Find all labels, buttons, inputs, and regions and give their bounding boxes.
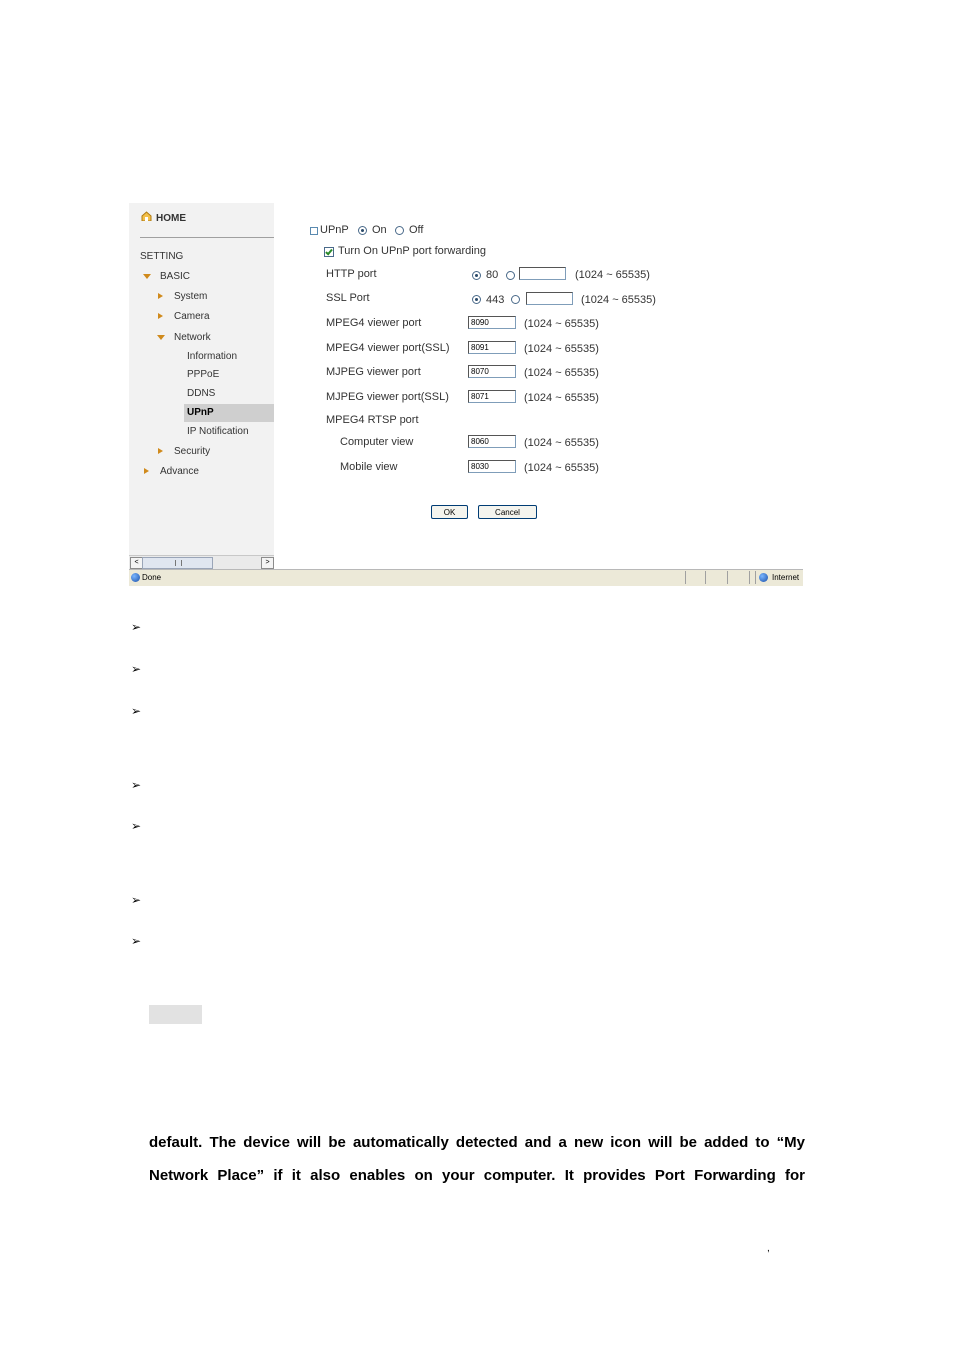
mjpeg-viewer-range-hint: (1024 ~ 65535) — [524, 367, 599, 379]
sidebar-item-network[interactable]: Network — [174, 332, 211, 343]
upnp-label: UPnP — [320, 224, 349, 236]
home-icon — [141, 211, 152, 221]
mobile-view-range-hint: (1024 ~ 65535) — [524, 462, 599, 474]
ssl-port-label: SSL Port — [326, 292, 370, 304]
collapsed-arrow-icon — [158, 448, 163, 454]
sidebar-item-system[interactable]: System — [174, 291, 208, 302]
mjpeg-viewer-port-input[interactable] — [468, 365, 516, 378]
sidebar-home-link[interactable]: HOME — [156, 213, 186, 224]
sidebar-item-ip-notification[interactable]: IP Notification — [187, 426, 249, 437]
collapsed-arrow-icon — [144, 468, 149, 474]
http-port-label: HTTP port — [326, 268, 377, 280]
paragraph-line: Network Place” if it also enables on your computer. It provides Port Forwarding for — [149, 1167, 805, 1184]
http-port-input[interactable] — [519, 267, 566, 280]
sidebar-item-pppoe[interactable]: PPPoE — [187, 369, 220, 380]
bullet-icon: ➢ — [131, 778, 142, 792]
http-custom-radio[interactable] — [506, 271, 515, 280]
port-forwarding-label: Turn On UPnP port forwarding — [338, 245, 486, 257]
mjpeg-ssl-port-input[interactable] — [468, 390, 516, 403]
sidebar-item-basic[interactable]: BASIC — [160, 271, 191, 282]
mobile-view-label: Mobile view — [340, 461, 398, 473]
ok-button[interactable]: OK — [431, 505, 468, 519]
rtsp-port-heading: MPEG4 RTSP port — [326, 414, 419, 426]
paragraph-line: default. The device will be automatically detected and a new icon will be added to “My — [149, 1134, 805, 1151]
sidebar-item-camera[interactable]: Camera — [174, 311, 210, 322]
upnp-settings-screenshot — [129, 203, 803, 585]
security-zone-text: Internet — [772, 573, 800, 582]
bullet-icon: ➢ — [131, 819, 142, 833]
ssl-default-value: 443 — [486, 294, 505, 306]
computer-view-label: Computer view — [340, 436, 414, 448]
http-range-hint: (1024 ~ 65535) — [575, 269, 650, 281]
mjpeg-viewer-port-label: MJPEG viewer port — [326, 366, 421, 378]
scroll-right-button[interactable]: > — [261, 557, 274, 569]
mobile-view-input[interactable] — [468, 460, 516, 473]
sidebar-item-advance[interactable]: Advance — [160, 466, 199, 477]
status-divider — [749, 571, 750, 584]
internet-globe-icon — [759, 573, 768, 582]
bullet-icon: ➢ — [131, 893, 142, 907]
scroll-left-button[interactable]: < — [130, 557, 143, 569]
sidebar-item-security[interactable]: Security — [174, 446, 211, 457]
footnote-mark: , — [767, 1243, 770, 1254]
mjpeg-ssl-port-label: MJPEG viewer port(SSL) — [326, 391, 449, 403]
expanded-arrow-icon — [157, 335, 165, 340]
sidebar-item-upnp[interactable]: UPnP — [187, 407, 214, 418]
upnp-on-label: On — [372, 224, 387, 236]
sidebar-divider — [140, 237, 274, 238]
cancel-button[interactable]: Cancel — [478, 505, 537, 519]
collapsed-arrow-icon — [158, 293, 163, 299]
sidebar-item-ddns[interactable]: DDNS — [187, 388, 216, 399]
expanded-arrow-icon — [143, 274, 151, 279]
bullet-icon: ➢ — [131, 662, 142, 676]
status-divider — [755, 571, 756, 584]
computer-view-input[interactable] — [468, 435, 516, 448]
http-default-radio[interactable] — [472, 271, 481, 280]
mpeg4-viewer-port-label: MPEG4 viewer port — [326, 317, 422, 329]
browser-status-bar — [129, 569, 803, 586]
mpeg4-ssl-port-label: MPEG4 viewer port(SSL) — [326, 342, 450, 354]
settings-sidebar — [129, 203, 274, 555]
status-divider — [727, 571, 728, 584]
bullet-icon: ➢ — [131, 704, 142, 718]
ssl-default-radio[interactable] — [472, 295, 481, 304]
sidebar-setting-heading: SETTING — [140, 251, 184, 262]
ssl-port-input[interactable] — [526, 292, 573, 305]
mpeg4-ssl-port-input[interactable] — [468, 341, 516, 354]
bullet-icon: ➢ — [131, 620, 142, 634]
mpeg4-viewer-port-input[interactable] — [468, 316, 516, 329]
port-forwarding-checkbox[interactable] — [324, 247, 334, 257]
horizontal-scrollbar[interactable] — [129, 555, 274, 569]
mpeg4-ssl-range-hint: (1024 ~ 65535) — [524, 343, 599, 355]
upnp-off-label: Off — [409, 224, 424, 236]
ssl-custom-radio[interactable] — [511, 295, 520, 304]
scrollbar-thumb[interactable] — [142, 557, 213, 569]
collapsed-arrow-icon — [158, 313, 163, 319]
upnp-off-radio[interactable] — [395, 226, 404, 235]
status-divider — [685, 571, 686, 584]
upnp-box-icon — [310, 227, 318, 235]
highlight-block — [149, 1005, 202, 1024]
sidebar-item-information[interactable]: Information — [187, 351, 238, 362]
grip-icon — [175, 560, 182, 566]
page-icon — [131, 573, 140, 582]
status-divider — [705, 571, 706, 584]
bullet-icon: ➢ — [131, 934, 142, 948]
upnp-on-radio[interactable] — [358, 226, 367, 235]
http-default-value: 80 — [486, 269, 499, 281]
mpeg4-viewer-range-hint: (1024 ~ 65535) — [524, 318, 599, 330]
status-text: Done — [142, 573, 162, 582]
ssl-range-hint: (1024 ~ 65535) — [581, 294, 656, 306]
mjpeg-ssl-range-hint: (1024 ~ 65535) — [524, 392, 599, 404]
computer-view-range-hint: (1024 ~ 65535) — [524, 437, 599, 449]
